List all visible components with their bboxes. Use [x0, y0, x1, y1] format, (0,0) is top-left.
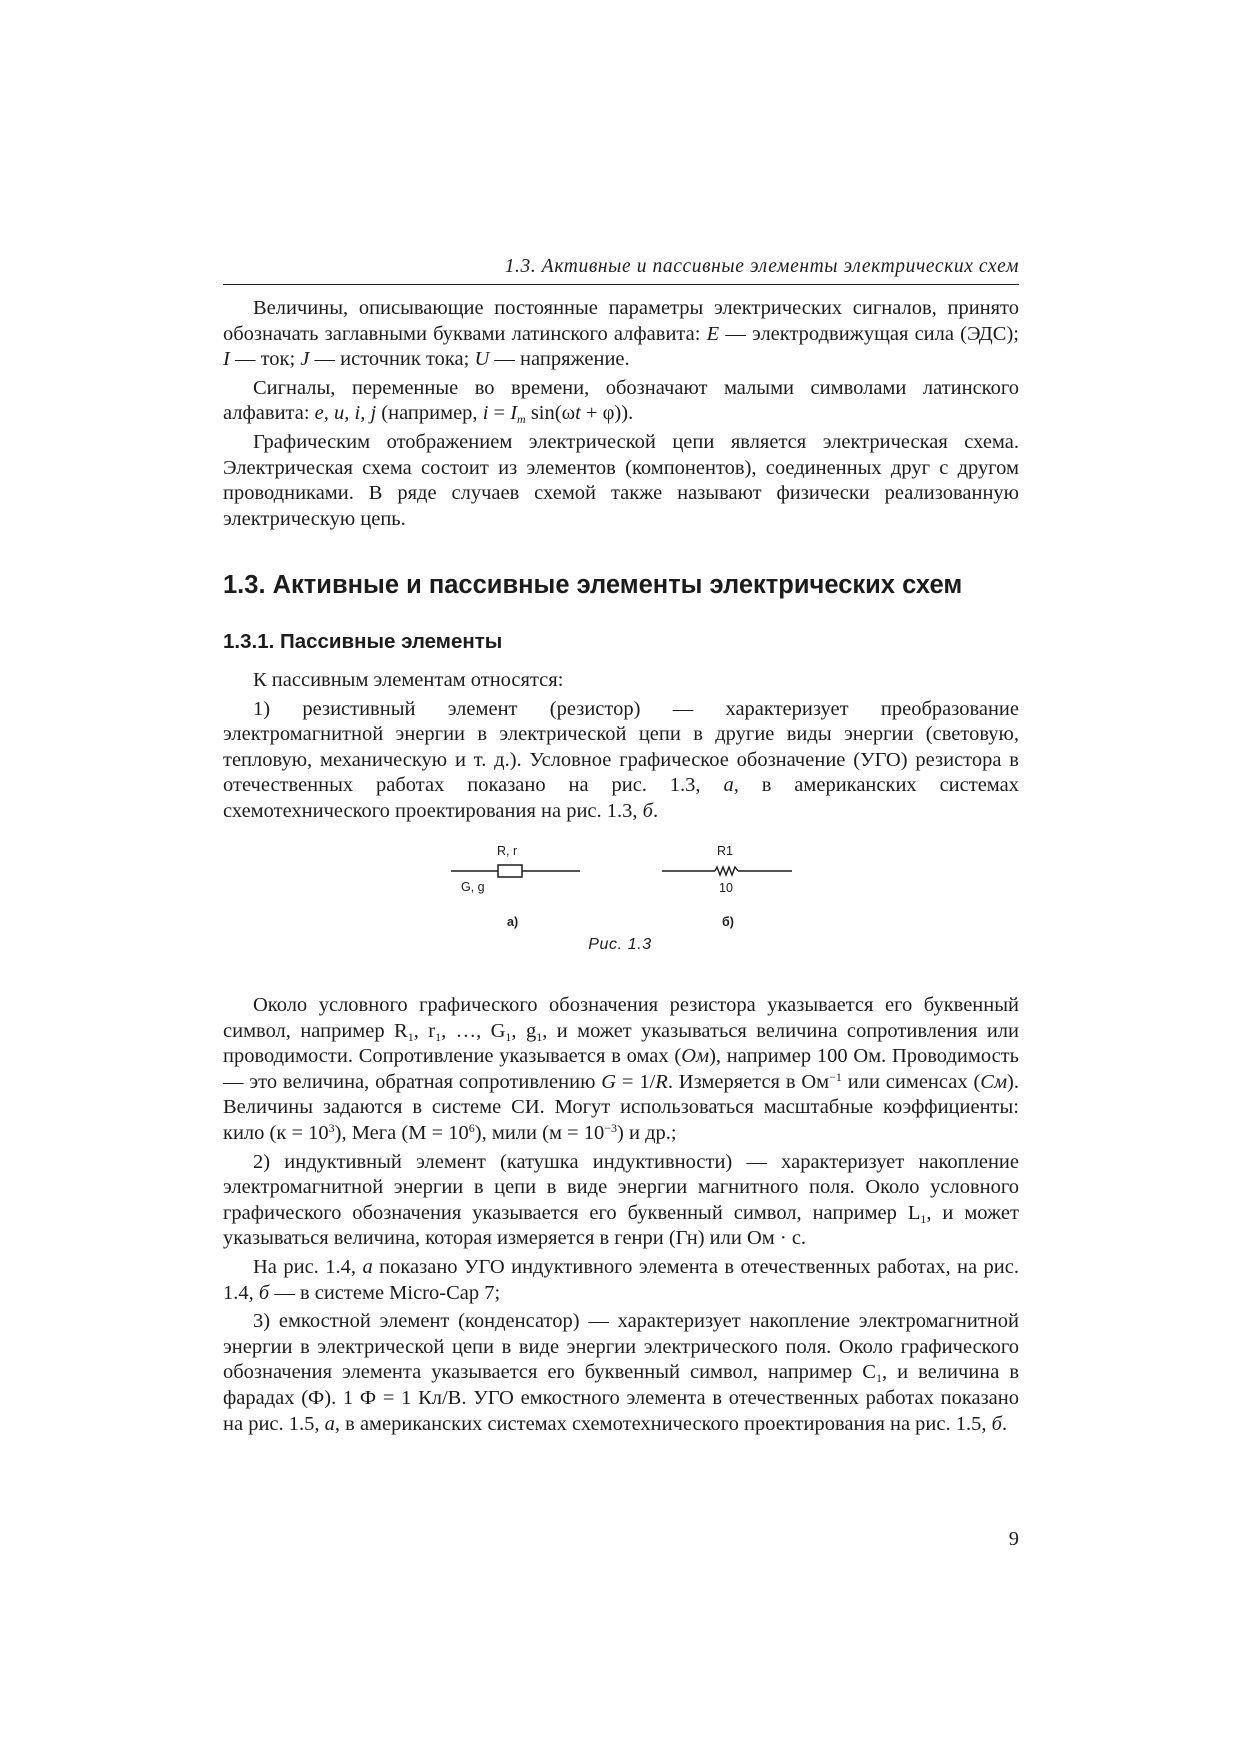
paragraph: Сигналы, переменные во времени, обозначают малыми символами латинского алфавита: e, u, i, j (например, $i = I_m$ sin(ωt + φ)).: [223, 376, 1019, 427]
resistor-us-symbol: [662, 867, 792, 875]
figure-sublabel-b: б): [722, 915, 734, 929]
resistor-a-bottom-label: G, g: [461, 880, 485, 894]
paragraph: Графическим отображением электрической цепи является электрическая схема. Электрическая схема состоит из элементов (компонентов), соединенных друг с другом проводниками. В ряде случаев схемой также называют физически реализованную электрическую цепь.: [223, 430, 1019, 530]
paragraph: На рис. 1.4, а показано УГО индуктивного элемента в отечественных работах, на рис. 1.4, б — в системе Micro-Cap 7;: [223, 1255, 1019, 1304]
figure-sublabel-a: а): [507, 915, 519, 929]
resistor-symbols-diagram: [0, 830, 1240, 940]
resistor-a-top-label: R, r: [497, 844, 518, 858]
after-figure-text: [223, 993, 1019, 1437]
passive-elements-text: [223, 668, 1019, 825]
paragraph: Величины, описывающие постоянные параметры электрических сигналов, принято обозначать заглавными буквами латинского алфавита: E — электродвижущая сила (ЭДС); I — ток; J — источник тока; U — напряжение.: [223, 297, 1019, 371]
page-number: 9: [1008, 1528, 1019, 1550]
running-head: 1.3. Активные и пассивные элементы электрических схем: [223, 256, 1019, 285]
paragraph: 2) индуктивный элемент (катушка индуктивности) — характеризует накопление электромагнитной энергии в цепи в виде энергии магнитного поля. Около условного графического обозначения указывается его буквенный символ, например $L_1$, и может указываться величина, которая измеряется в генри (Гн) или Ом · с.: [223, 1150, 1019, 1250]
paragraph: 3) емкостной элемент (конденсатор) — характеризует накопление электромагнитной энергии в электрической цепи в виде энергии электрического поля. Около графического обозначения элемента указывается его буквенный символ, например $C_1$, и величина в фарадах (Ф). 1 Ф = 1 Кл/В. УГО емкостного элемента в отечественных работах показано на рис. 1.5, а, в американских системах схемотехнического проектирования на рис. 1.5, б.: [223, 1310, 1020, 1435]
figure-1-3: [0, 830, 1240, 970]
resistor-gost-symbol: [451, 865, 580, 877]
resistor-b-value-label: 10: [719, 881, 733, 895]
resistor-b-top-label: R1: [717, 844, 733, 858]
intro-text: [223, 296, 1019, 532]
paragraph: Около условного графического обозначения резистора указывается его буквенный символ, например $R_1$, $r_1$, …, $G_1$, $g_1$, и может указываться величина сопротивления или проводимости. Сопротивление указывается в омах (Ом), например 100 Ом. Проводимость — это величина, обратная сопротивлению G = 1/R. Измеряется в $Ом^{-1}$ или сименсах (См). Величины задаются в системе СИ. Могут использоваться масштабные коэффициенты: кило $(к = 10^3)$, Мега $(М = 10^6)$, мили $(м = 10^{-3})$ и др.;: [223, 994, 1020, 1144]
paragraph: К пассивным элементам относятся:: [253, 669, 564, 691]
subsection-title: 1.3.1. Пассивные элементы: [223, 630, 503, 653]
section-title: 1.3. Активные и пассивные элементы электрических схем: [223, 571, 963, 599]
figure-caption: Рис. 1.3: [588, 936, 652, 953]
paragraph: 1) резистивный элемент (резистор) — характеризует преобразование электромагнитной энергии в электрической цепи в другие виды энергии (световую, тепловую, механическую и т. д.). Условное графическое обозначение (УГО) резистора в отечественных работах показано на рис. 1.3, а, в американских системах схемотехнического проектирования на рис. 1.3, б.: [223, 697, 1019, 822]
